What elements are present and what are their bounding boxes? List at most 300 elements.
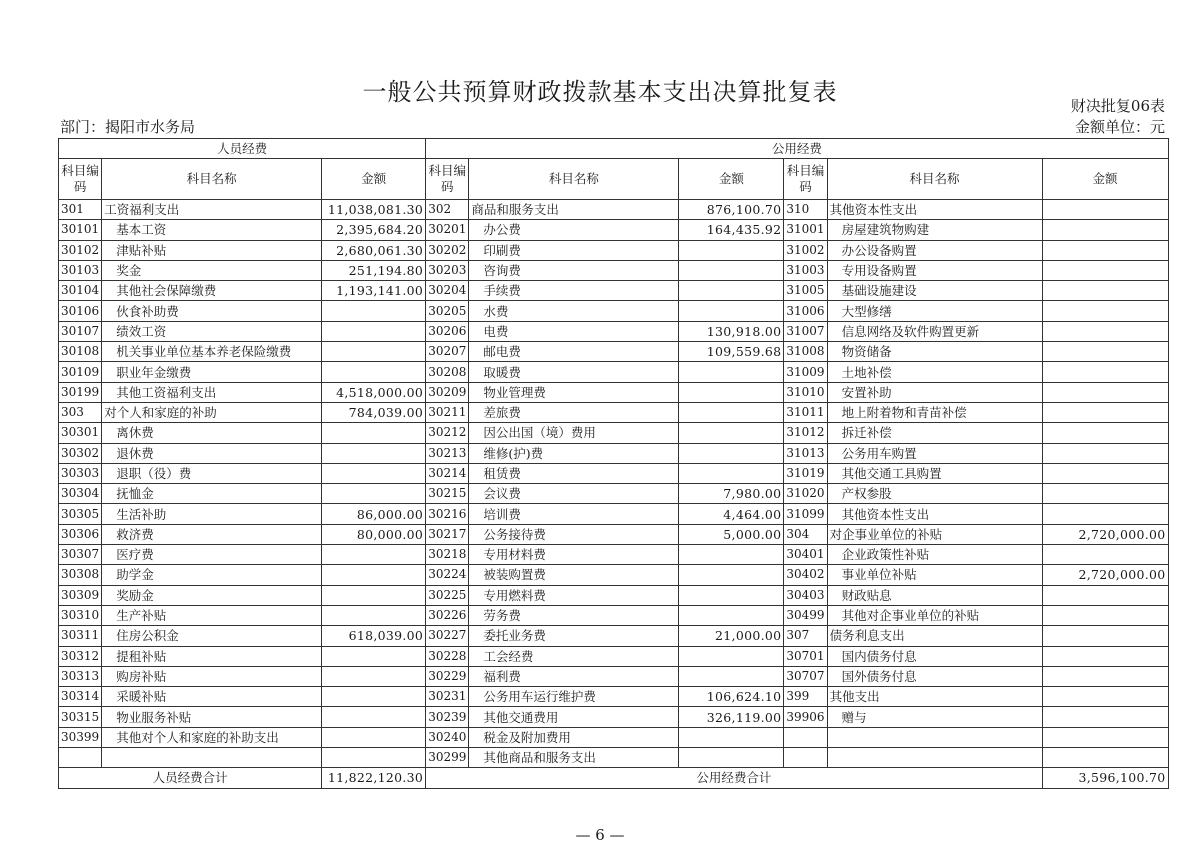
item-amount: 7,980.00: [679, 484, 784, 504]
item-amount: [679, 240, 784, 260]
item-amount: [1042, 200, 1168, 220]
page-title: 一般公共预算财政拨款基本支出决算批复表: [362, 78, 838, 106]
item-amount: [1042, 402, 1168, 422]
table-row: [59, 484, 1169, 504]
item-name: 绩效工资: [102, 321, 322, 341]
item-name: 专用材料费: [469, 545, 679, 565]
item-code: 30231: [426, 687, 469, 707]
item-code: 30312: [59, 646, 102, 666]
item-code: 30203: [426, 260, 469, 280]
item-name: 公务接待费: [469, 524, 679, 544]
item-code: 30204: [426, 281, 469, 301]
item-amount: [1042, 666, 1168, 686]
item-code: 30215: [426, 484, 469, 504]
item-code: 31003: [784, 260, 827, 280]
item-code: 30303: [59, 463, 102, 483]
table-row: [59, 504, 1169, 524]
item-name: 离休费: [102, 423, 322, 443]
item-amount: 2,395,684.20: [322, 220, 426, 240]
item-amount: [1042, 748, 1168, 768]
item-code: 302: [426, 200, 469, 220]
item-amount: [1042, 687, 1168, 707]
item-code: 31005: [784, 281, 827, 301]
item-name: 对个人和家庭的补助: [102, 402, 322, 422]
item-amount: [1042, 646, 1168, 666]
item-name: 奖励金: [102, 585, 322, 605]
item-name: 维修(护)费: [469, 443, 679, 463]
item-amount: 164,435.92: [679, 220, 784, 240]
item-name: 赠与: [827, 707, 1042, 727]
item-code: 30106: [59, 301, 102, 321]
item-code: 30311: [59, 626, 102, 646]
item-amount: [322, 707, 426, 727]
item-name: 抚恤金: [102, 484, 322, 504]
item-code: 30213: [426, 443, 469, 463]
item-name: 提租补贴: [102, 646, 322, 666]
table-row: [59, 200, 1169, 220]
item-amount: [1042, 301, 1168, 321]
item-code: 30402: [784, 565, 827, 585]
item-amount: [322, 585, 426, 605]
item-code: [784, 748, 827, 768]
item-amount: [322, 687, 426, 707]
item-name: 委托业务费: [469, 626, 679, 646]
item-code: 30302: [59, 443, 102, 463]
item-name: 退休费: [102, 443, 322, 463]
item-name: 拆迁补偿: [827, 423, 1042, 443]
table-row: [59, 281, 1169, 301]
table-row: [59, 545, 1169, 565]
item-amount: [679, 443, 784, 463]
item-name: 劳务费: [469, 605, 679, 625]
item-name: 公务用车购置: [827, 443, 1042, 463]
item-name: 退职（役）费: [102, 463, 322, 483]
table-row: [59, 220, 1169, 240]
item-code: 30101: [59, 220, 102, 240]
item-amount: [322, 605, 426, 625]
personnel-total-amount: 11,822,120.30: [322, 768, 426, 788]
table-row: [59, 585, 1169, 605]
item-code: 31020: [784, 484, 827, 504]
item-name: 产权参股: [827, 484, 1042, 504]
item-name: 公务用车运行维护费: [469, 687, 679, 707]
item-amount: [1042, 585, 1168, 605]
item-amount: [679, 402, 784, 422]
item-code: 30102: [59, 240, 102, 260]
item-amount: 4,518,000.00: [322, 382, 426, 402]
item-amount: 326,119.00: [679, 707, 784, 727]
item-code: 31006: [784, 301, 827, 321]
item-name: 咨询费: [469, 260, 679, 280]
item-name: 被装购置费: [469, 565, 679, 585]
item-code: 30208: [426, 362, 469, 382]
item-amount: 2,720,000.00: [1042, 524, 1168, 544]
header-row-columns: [59, 159, 1169, 200]
item-code: 30239: [426, 707, 469, 727]
item-code: 30707: [784, 666, 827, 686]
item-name: 安置补助: [827, 382, 1042, 402]
item-amount: [679, 585, 784, 605]
item-amount: [1042, 321, 1168, 341]
item-amount: [322, 321, 426, 341]
amount-header: 金额: [322, 159, 426, 200]
item-amount: 109,559.68: [679, 342, 784, 362]
item-name: 生活补助: [102, 504, 322, 524]
item-name: 工资福利支出: [102, 200, 322, 220]
item-amount: [679, 565, 784, 585]
item-amount: 130,918.00: [679, 321, 784, 341]
item-name: 机关事业单位基本养老保险缴费: [102, 342, 322, 362]
item-amount: [1042, 727, 1168, 747]
item-name: 其他工资福利支出: [102, 382, 322, 402]
item-name: 其他交通费用: [469, 707, 679, 727]
item-amount: [322, 646, 426, 666]
item-name: 取暖费: [469, 362, 679, 382]
item-code: 30103: [59, 260, 102, 280]
table-row: [59, 687, 1169, 707]
item-name: 专用设备购置: [827, 260, 1042, 280]
item-amount: [1042, 220, 1168, 240]
table-row: [59, 463, 1169, 483]
item-code: 30201: [426, 220, 469, 240]
item-amount: 11,038,081.30: [322, 200, 426, 220]
item-name: 专用燃料费: [469, 585, 679, 605]
item-name: 大型修缮: [827, 301, 1042, 321]
item-name: 对企事业单位的补贴: [827, 524, 1042, 544]
item-code: 301: [59, 200, 102, 220]
item-name: 国内债务付息: [827, 646, 1042, 666]
item-code: 30499: [784, 605, 827, 625]
item-code: 31012: [784, 423, 827, 443]
header-row-groups: [59, 139, 1169, 159]
item-amount: [679, 423, 784, 443]
item-amount: [679, 545, 784, 565]
item-code: 30205: [426, 301, 469, 321]
item-amount: 106,624.10: [679, 687, 784, 707]
item-name: 差旅费: [469, 402, 679, 422]
item-code: 30304: [59, 484, 102, 504]
personnel-header: 人员经费: [59, 139, 426, 159]
table-row: [59, 626, 1169, 646]
item-amount: 4,464.00: [679, 504, 784, 524]
item-name: 生产补贴: [102, 605, 322, 625]
item-name: 基础设施建设: [827, 281, 1042, 301]
item-name: 购房补贴: [102, 666, 322, 686]
item-name: 企业政策性补贴: [827, 545, 1042, 565]
item-code: 30701: [784, 646, 827, 666]
item-amount: [679, 301, 784, 321]
item-amount: [1042, 342, 1168, 362]
item-code: 30399: [59, 727, 102, 747]
table-row: [59, 727, 1169, 747]
item-name: 其他对个人和家庭的补助支出: [102, 727, 322, 747]
item-code: 30206: [426, 321, 469, 341]
item-name: 房屋建筑物购建: [827, 220, 1042, 240]
item-name: 其他交通工具购置: [827, 463, 1042, 483]
item-amount: 21,000.00: [679, 626, 784, 646]
item-name: 采暖补贴: [102, 687, 322, 707]
item-name: 其他资本性支出: [827, 200, 1042, 220]
item-code: 303: [59, 402, 102, 422]
name-header: 科目名称: [469, 159, 679, 200]
code-header: 科目编码: [426, 159, 469, 200]
item-code: 30107: [59, 321, 102, 341]
table-row: [59, 362, 1169, 382]
table-row: [59, 707, 1169, 727]
item-name: 物业服务补贴: [102, 707, 322, 727]
table-row: [59, 240, 1169, 260]
item-name: 工会经费: [469, 646, 679, 666]
item-name: 物业管理费: [469, 382, 679, 402]
item-amount: [1042, 260, 1168, 280]
item-code: 399: [784, 687, 827, 707]
item-name: 伙食补助费: [102, 301, 322, 321]
item-name: 会议费: [469, 484, 679, 504]
item-name: 职业年金缴费: [102, 362, 322, 382]
item-name: 奖金: [102, 260, 322, 280]
item-code: 31013: [784, 443, 827, 463]
item-name: 其他支出: [827, 687, 1042, 707]
item-amount: 86,000.00: [322, 504, 426, 524]
item-amount: [679, 463, 784, 483]
item-name: 税金及附加费用: [469, 727, 679, 747]
item-amount: [322, 484, 426, 504]
item-amount: [1042, 423, 1168, 443]
item-code: 310: [784, 200, 827, 220]
item-name: 商品和服务支出: [469, 200, 679, 220]
item-code: 31008: [784, 342, 827, 362]
item-amount: [679, 727, 784, 747]
item-amount: [1042, 443, 1168, 463]
item-code: 30199: [59, 382, 102, 402]
item-amount: 2,680,061.30: [322, 240, 426, 260]
item-code: 30225: [426, 585, 469, 605]
item-amount: [1042, 463, 1168, 483]
item-amount: [679, 382, 784, 402]
table-row: [59, 565, 1169, 585]
item-code: 30216: [426, 504, 469, 524]
code-header: 科目编码: [59, 159, 102, 200]
table-row: [59, 321, 1169, 341]
item-code: 30401: [784, 545, 827, 565]
table-row: [59, 524, 1169, 544]
department-label: 部门：揭阳市水务局: [60, 118, 196, 136]
amount-header: 金额: [1042, 159, 1168, 200]
item-amount: 1,193,141.00: [322, 281, 426, 301]
item-amount: 876,100.70: [679, 200, 784, 220]
item-code: 304: [784, 524, 827, 544]
item-code: 30313: [59, 666, 102, 686]
personnel-total-label: 人员经费合计: [59, 768, 322, 788]
item-amount: [322, 301, 426, 321]
item-amount: [679, 748, 784, 768]
table-row: [59, 443, 1169, 463]
item-amount: [679, 260, 784, 280]
item-amount: [1042, 240, 1168, 260]
item-code: 307: [784, 626, 827, 646]
table-row: [59, 402, 1169, 422]
item-code: 31019: [784, 463, 827, 483]
item-name: 财政贴息: [827, 585, 1042, 605]
name-header: 科目名称: [102, 159, 322, 200]
code-header: 科目编码: [784, 159, 827, 200]
item-amount: 2,720,000.00: [1042, 565, 1168, 585]
item-name: 基本工资: [102, 220, 322, 240]
item-name: 救济费: [102, 524, 322, 544]
item-code: 30209: [426, 382, 469, 402]
public-total-amount: 3,596,100.70: [1042, 768, 1168, 788]
item-code: 30217: [426, 524, 469, 544]
item-amount: 618,039.00: [322, 626, 426, 646]
item-code: 30301: [59, 423, 102, 443]
item-name: 津贴补贴: [102, 240, 322, 260]
item-name: 电费: [469, 321, 679, 341]
item-code: [784, 727, 827, 747]
item-name: 国外债务付息: [827, 666, 1042, 686]
totals-row: [59, 768, 1169, 788]
item-code: 30315: [59, 707, 102, 727]
item-code: 31009: [784, 362, 827, 382]
table-row: [59, 666, 1169, 686]
public-total-label: 公用经费合计: [426, 768, 1042, 788]
item-code: 30109: [59, 362, 102, 382]
item-code: 30211: [426, 402, 469, 422]
item-name: 租赁费: [469, 463, 679, 483]
item-name: [827, 748, 1042, 768]
item-amount: [679, 362, 784, 382]
item-amount: [679, 646, 784, 666]
item-code: 31007: [784, 321, 827, 341]
item-code: 30228: [426, 646, 469, 666]
item-name: 物资储备: [827, 342, 1042, 362]
item-name: 其他社会保障缴费: [102, 281, 322, 301]
item-code: 31099: [784, 504, 827, 524]
table-row: [59, 382, 1169, 402]
item-code: 30212: [426, 423, 469, 443]
item-amount: [1042, 484, 1168, 504]
item-name: 邮电费: [469, 342, 679, 362]
item-name: 其他资本性支出: [827, 504, 1042, 524]
item-code: 30214: [426, 463, 469, 483]
item-name: 其他对企事业单位的补贴: [827, 605, 1042, 625]
item-name: 信息网络及软件购置更新: [827, 321, 1042, 341]
item-code: 30403: [784, 585, 827, 605]
item-amount: [322, 423, 426, 443]
item-amount: [322, 666, 426, 686]
item-amount: [322, 463, 426, 483]
item-name: 印刷费: [469, 240, 679, 260]
amount-unit-label: 金额单位：元: [1074, 118, 1165, 136]
form-number: 财决批复06表: [1070, 97, 1165, 115]
item-code: 30310: [59, 605, 102, 625]
table-row: [59, 301, 1169, 321]
item-amount: [1042, 605, 1168, 625]
item-amount: [322, 545, 426, 565]
item-code: 30108: [59, 342, 102, 362]
item-name: 手续费: [469, 281, 679, 301]
item-amount: [679, 605, 784, 625]
page-number: — 6 —: [575, 826, 625, 844]
item-name: 福利费: [469, 666, 679, 686]
item-code: 30305: [59, 504, 102, 524]
public-header: 公用经费: [426, 139, 1168, 159]
item-name: 医疗费: [102, 545, 322, 565]
item-code: 30226: [426, 605, 469, 625]
table-row: [59, 423, 1169, 443]
item-amount: [322, 362, 426, 382]
item-code: 30308: [59, 565, 102, 585]
item-code: 39906: [784, 707, 827, 727]
item-code: 31011: [784, 402, 827, 422]
item-amount: [679, 281, 784, 301]
item-code: 31010: [784, 382, 827, 402]
item-code: 30299: [426, 748, 469, 768]
item-name: 因公出国（境）费用: [469, 423, 679, 443]
item-code: 30229: [426, 666, 469, 686]
item-code: 30227: [426, 626, 469, 646]
item-amount: [1042, 362, 1168, 382]
item-code: 30207: [426, 342, 469, 362]
item-amount: 251,194.80: [322, 260, 426, 280]
item-name: 地上附着物和青苗补偿: [827, 402, 1042, 422]
item-name: 债务利息支出: [827, 626, 1042, 646]
table-row: [59, 260, 1169, 280]
item-code: [59, 748, 102, 768]
item-code: 31002: [784, 240, 827, 260]
item-amount: [1042, 382, 1168, 402]
table-row: [59, 646, 1169, 666]
item-code: 30240: [426, 727, 469, 747]
item-name: 助学金: [102, 565, 322, 585]
table-row: [59, 605, 1169, 625]
item-name: [102, 748, 322, 768]
item-amount: 784,039.00: [322, 402, 426, 422]
item-name: 水费: [469, 301, 679, 321]
item-amount: [679, 666, 784, 686]
item-code: 30309: [59, 585, 102, 605]
item-amount: [322, 342, 426, 362]
item-code: 30218: [426, 545, 469, 565]
item-name: 办公设备购置: [827, 240, 1042, 260]
item-name: 培训费: [469, 504, 679, 524]
item-name: 事业单位补贴: [827, 565, 1042, 585]
item-code: 30314: [59, 687, 102, 707]
item-code: 30104: [59, 281, 102, 301]
item-name: 土地补偿: [827, 362, 1042, 382]
name-header: 科目名称: [827, 159, 1042, 200]
item-code: 31001: [784, 220, 827, 240]
amount-header: 金额: [679, 159, 784, 200]
item-amount: [1042, 707, 1168, 727]
item-code: 30306: [59, 524, 102, 544]
item-code: 30202: [426, 240, 469, 260]
item-code: 30307: [59, 545, 102, 565]
item-name: 其他商品和服务支出: [469, 748, 679, 768]
item-code: 30224: [426, 565, 469, 585]
item-amount: [1042, 545, 1168, 565]
budget-table: [58, 138, 1169, 789]
item-name: [827, 727, 1042, 747]
item-name: 办公费: [469, 220, 679, 240]
table-row: [59, 748, 1169, 768]
item-amount: [322, 748, 426, 768]
item-amount: [1042, 281, 1168, 301]
item-name: 住房公积金: [102, 626, 322, 646]
item-amount: 5,000.00: [679, 524, 784, 544]
item-amount: [322, 727, 426, 747]
table-row: [59, 342, 1169, 362]
item-amount: [322, 443, 426, 463]
